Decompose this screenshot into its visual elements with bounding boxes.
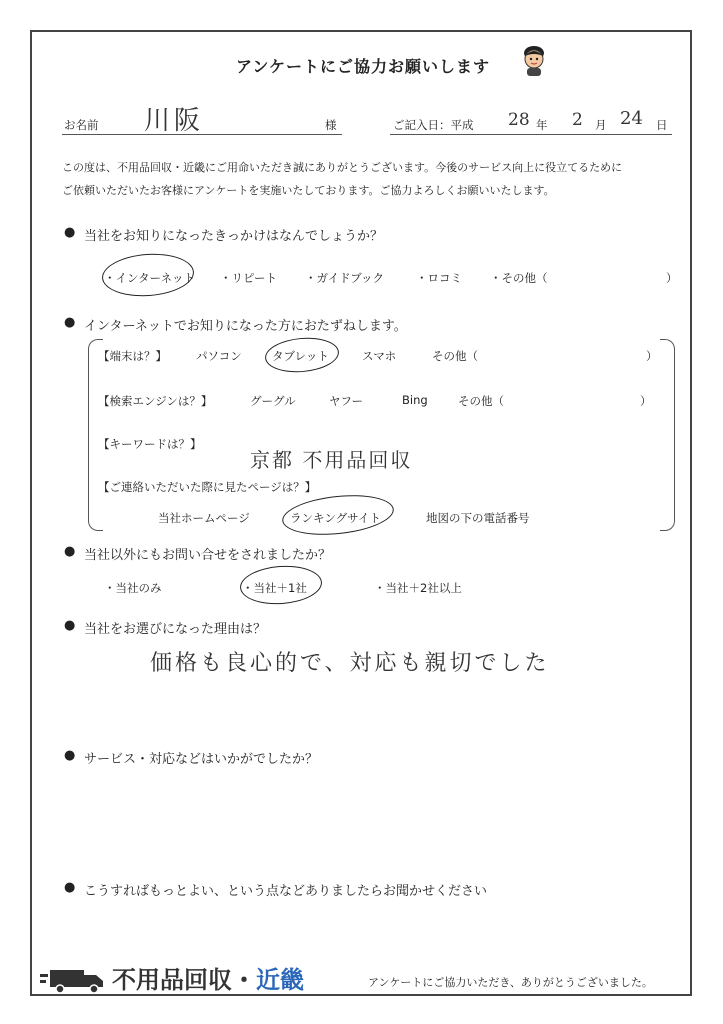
honorific-label: 様	[325, 118, 337, 132]
q2-text: インターネットでお知りになった方におたずねします。	[84, 319, 407, 334]
circled-mark	[280, 490, 395, 539]
engine-close-paren: ）	[640, 394, 652, 408]
circled-mark	[101, 251, 196, 299]
page-option-ranking: ランキングサイト	[290, 511, 381, 525]
page-option-homepage: 当社ホームページ	[158, 511, 250, 525]
keyword-value: 京都 不用品回収	[250, 448, 413, 472]
mascot-icon	[520, 44, 548, 76]
engine-option-yahoo: ヤフー	[329, 394, 364, 408]
date-year: 28	[508, 110, 530, 130]
q3-option-plus2: ・当社＋2社以上	[374, 581, 462, 595]
engine-label: 【検索エンジンは？】	[98, 394, 213, 408]
name-underline	[62, 134, 342, 135]
date-month: 2	[572, 110, 583, 130]
page-title: アンケートにご協力お願いします	[235, 57, 491, 76]
intro-line-2: ご依頼いただいたお客様にアンケートを実施いたしております。ご協力よろしくお願いいたします。	[62, 184, 555, 197]
intro-line-1: この度は、不用品回収・近畿にご用命いただき誠にありがとうございます。今後のサービス向上に役立てるために	[62, 161, 623, 174]
device-option-pc: パソコン	[196, 349, 242, 363]
name-label: お名前	[64, 118, 99, 132]
logo-text-main: 不用品回収・	[112, 966, 256, 994]
q4-text: 当社をお選びになった理由は？	[84, 622, 267, 637]
device-option-tablet: タブレット	[272, 349, 329, 363]
name-value: 川阪	[144, 106, 205, 136]
date-month-unit: 月	[595, 118, 607, 132]
engine-option-bing: Bing	[402, 393, 428, 407]
date-day: 24	[620, 108, 643, 129]
q1-option-internet: ・インターネット	[104, 271, 195, 285]
bullet-icon: ●	[64, 618, 76, 633]
keyword-label: 【キーワードは？】	[98, 437, 202, 451]
q1-option-repeat: ・リピート	[220, 271, 278, 285]
page-option-mapphone: 地図の下の電話番号	[426, 511, 530, 525]
q4-answer: 価格も良心的で、対応も親切でした	[150, 651, 550, 676]
q1-option-other: ・その他（	[490, 271, 548, 285]
bracket-left	[88, 339, 103, 531]
date-underline	[390, 134, 672, 135]
q3-option-plus1: ・当社＋1社	[242, 581, 307, 595]
device-option-phone: スマホ	[362, 349, 397, 363]
survey-sheet	[30, 30, 692, 996]
q6-text: こうすればもっとよい、という点などありましたらお聞かせください	[84, 884, 488, 899]
q1-text: 当社をお知りになったきっかけはなんでしょうか？	[84, 229, 384, 244]
q1-option-wordofmouth: ・ロコミ	[416, 271, 462, 285]
logo-text-accent: 近畿	[256, 966, 304, 994]
date-day-unit: 日	[656, 118, 668, 132]
device-close-paren: ）	[646, 349, 658, 363]
device-option-other: その他（	[432, 349, 478, 363]
bullet-icon: ●	[64, 880, 76, 895]
q5-text: サービス・対応などはいかがでしたか？	[84, 752, 319, 767]
device-label: 【端末は？】	[98, 349, 167, 363]
date-label: ご記入日：平成	[393, 118, 474, 132]
company-logo	[40, 960, 304, 995]
bullet-icon: ●	[64, 544, 76, 559]
footer-thanks: アンケートにご協力いただき、ありがとうございました。	[368, 976, 653, 989]
q1-option-guidebook: ・ガイドブック	[305, 271, 385, 285]
circled-mark	[264, 335, 341, 375]
date-year-unit: 年	[536, 118, 548, 132]
circled-mark	[239, 563, 323, 607]
bullet-icon: ●	[64, 748, 76, 763]
bullet-icon: ●	[64, 315, 76, 330]
page-label: 【ご連絡いただいた際に見たページは？】	[98, 480, 317, 494]
q3-text: 当社以外にもお問い合せをされましたか？	[84, 548, 332, 563]
truck-icon	[40, 968, 106, 994]
engine-option-other: その他（	[458, 394, 504, 408]
bullet-icon: ●	[64, 225, 76, 240]
q3-option-only: ・当社のみ	[104, 581, 162, 595]
bracket-right	[660, 339, 675, 531]
engine-option-google: グーグル	[250, 394, 296, 408]
q1-close-paren: ）	[666, 271, 678, 285]
